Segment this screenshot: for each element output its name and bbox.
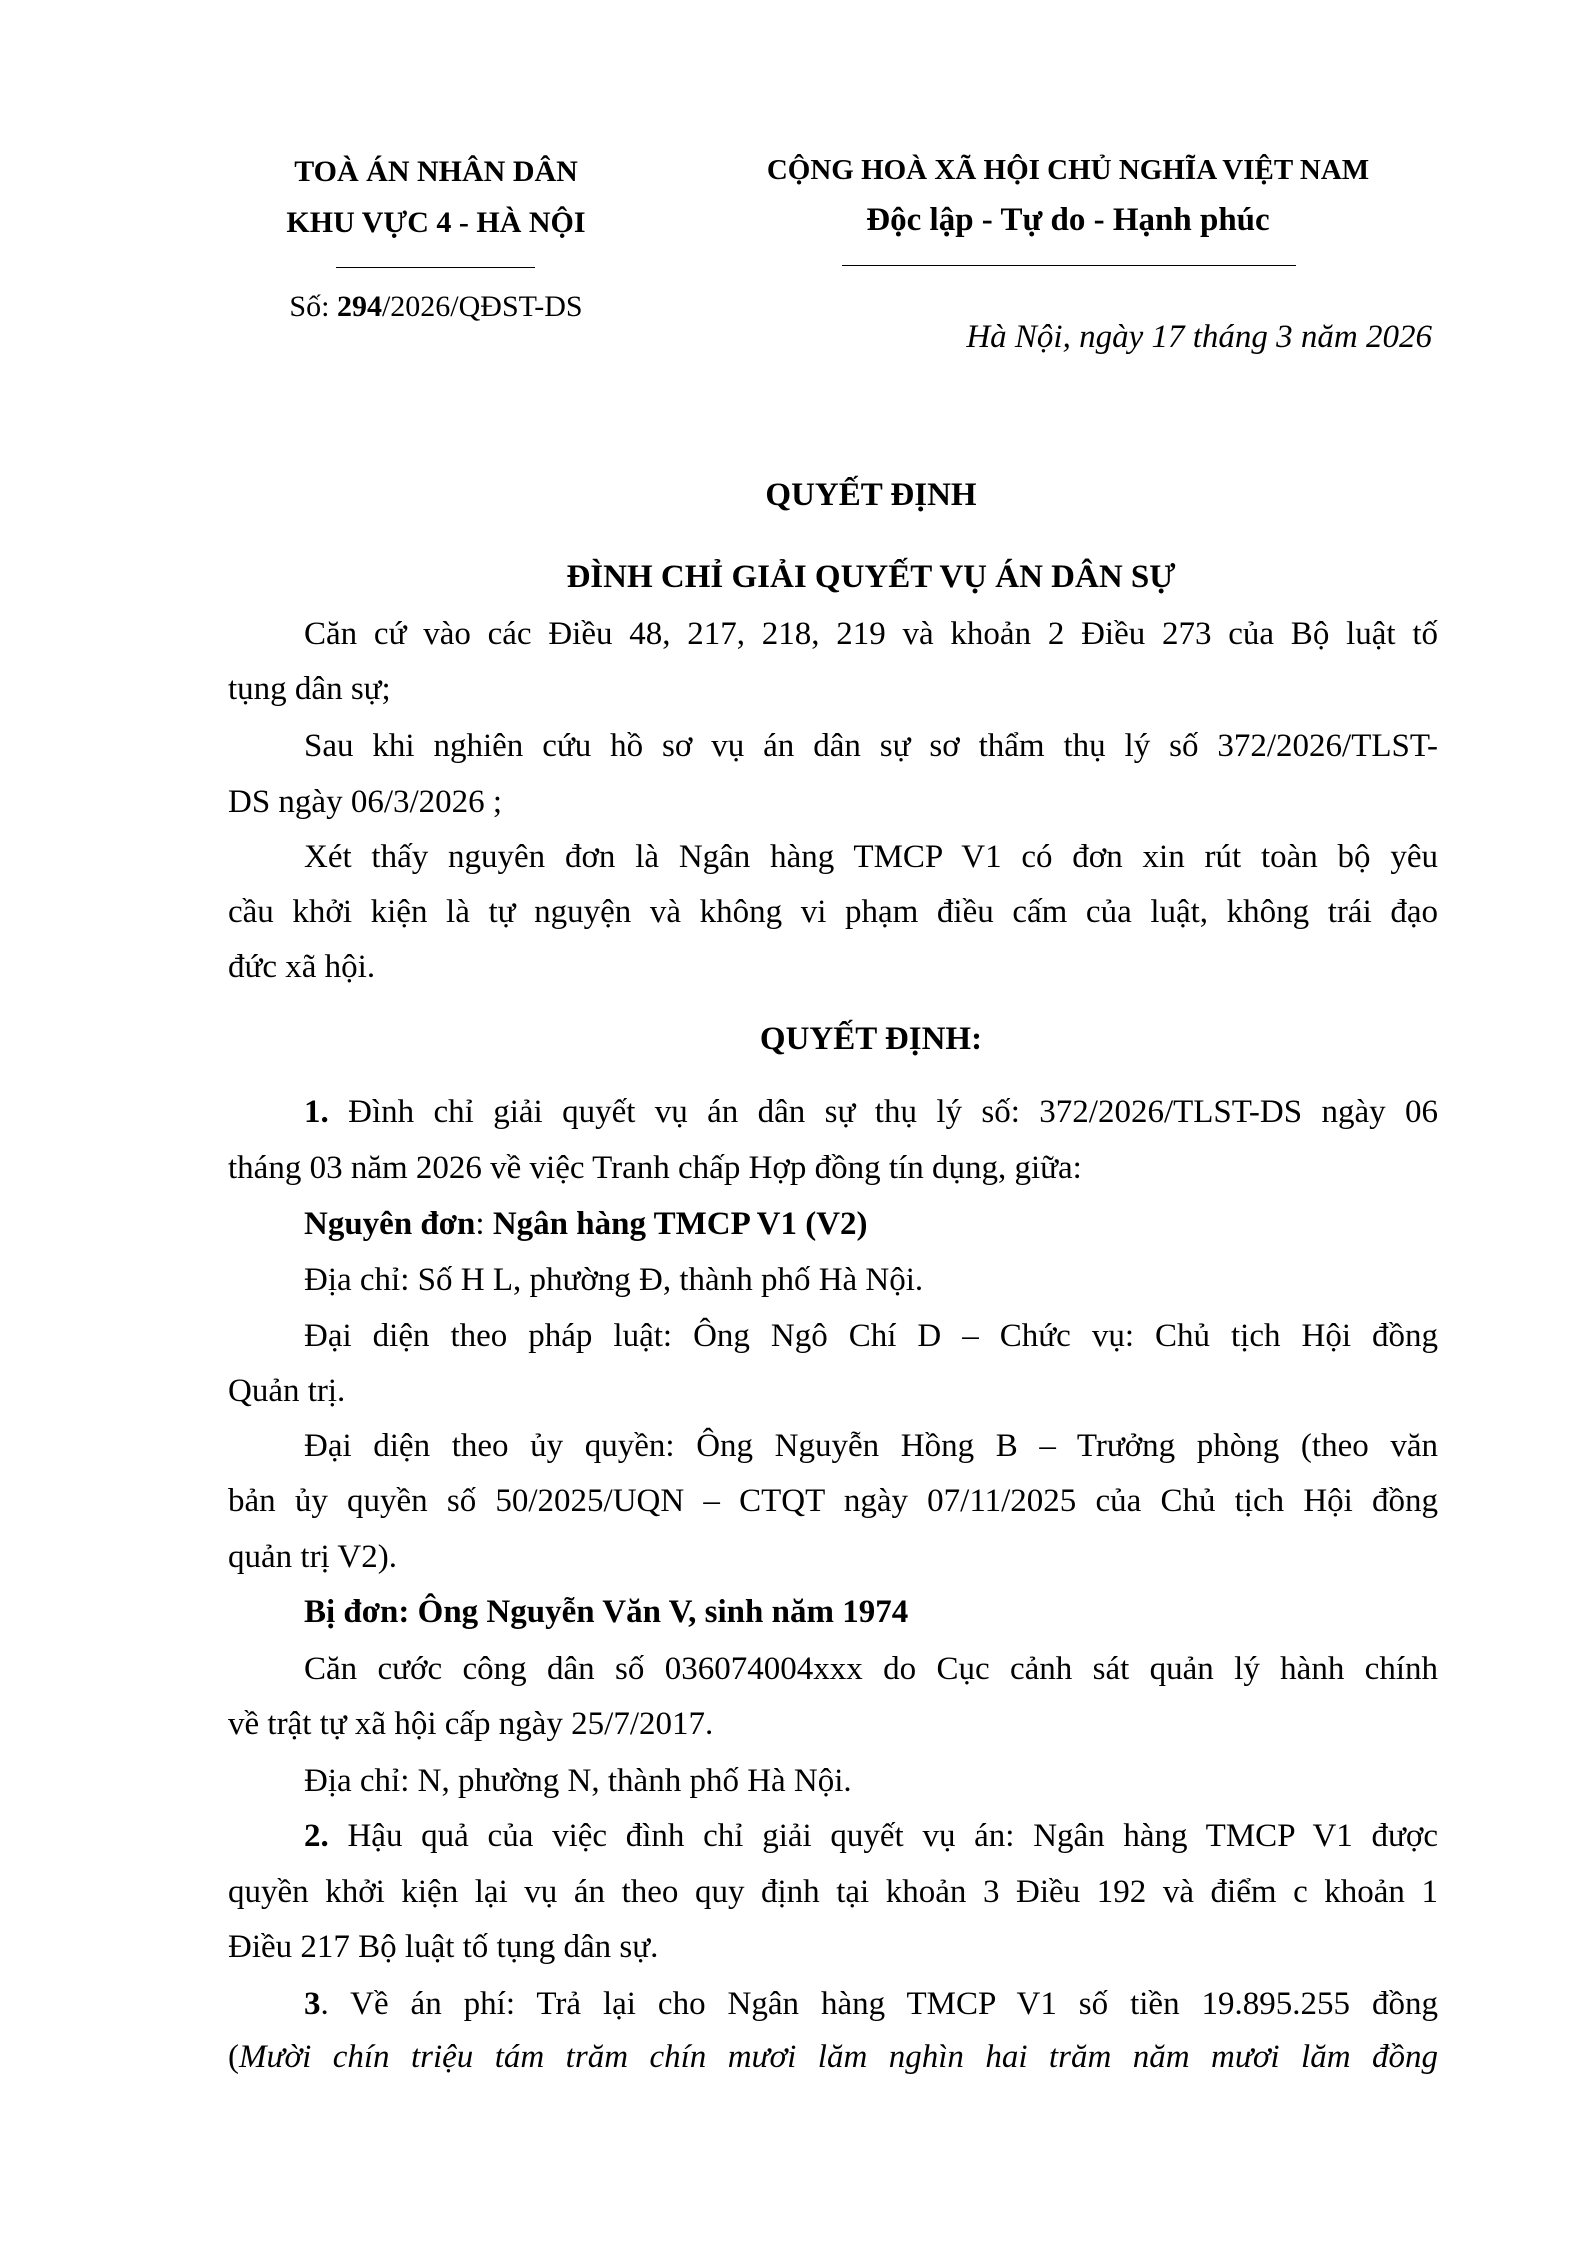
- national-motto: Độc lập - Tự do - Hạnh phúc: [866, 202, 1270, 238]
- item2-line1: [304, 1808, 1438, 1864]
- document-number-value: 294: [336, 290, 382, 323]
- motto-divider: [842, 265, 1296, 266]
- preamble-consideration-line3: đức xã hội.: [228, 949, 376, 985]
- item3-line1: [304, 1976, 1438, 2032]
- item2-line2: quyền khởi kiện lại vụ án theo quy định tại khoản 3 Điều 192 và điểm c khoản 1: [228, 1874, 1438, 1910]
- plaintiff-label: Nguyên đơn: [304, 1206, 476, 1242]
- item1-number: 1.: [304, 1094, 329, 1130]
- authorized-rep-line2: bản ủy quyền số 50/2025/UQN – CTQT ngày 07/11/2025 của Chủ tịch Hội đồng: [228, 1483, 1438, 1519]
- plaintiff-address: Địa chỉ: Số H L, phường Đ, thành phố Hà Nội.: [304, 1262, 924, 1298]
- preamble-case-review-line1: Sau khi nghiên cứu hồ sơ vụ án dân sự sơ thẩm thụ lý số 372/2026/TLST-: [304, 728, 1438, 764]
- preamble-case-review-line2: DS ngày 06/3/2026 ;: [228, 784, 503, 820]
- item1-line2: tháng 03 năm 2026 về việc Tranh chấp Hợp đồng tín dụng, giữa:: [228, 1150, 1082, 1186]
- document-subtitle: ĐÌNH CHỈ GIẢI QUYẾT VỤ ÁN DÂN SỰ: [566, 559, 1176, 595]
- defendant-address: Địa chỉ: N, phường N, thành phố Hà Nội.: [304, 1763, 852, 1799]
- authorized-rep-line1: Đại diện theo ủy quyền: Ông Nguyễn Hồng B – Trưởng phòng (theo văn: [304, 1428, 1438, 1464]
- preamble-legal-basis-line2: tụng dân sự;: [228, 671, 391, 707]
- item3-amount-in-words: Mười chín triệu tám trăm chín mươi lăm nghìn hai trăm năm mươi lăm đồng: [239, 2039, 1438, 2075]
- court-name-line1: TOÀ ÁN NHÂN DÂN: [294, 155, 578, 188]
- item1-text: Đình chỉ giải quyết vụ án dân sự thụ lý số: 372/2026/TLST-DS ngày 06: [328, 1094, 1438, 1130]
- plaintiff-line: [304, 1196, 1438, 1252]
- court-divider: [336, 267, 535, 268]
- item3-line2: [228, 2029, 1438, 2085]
- document-number: [236, 282, 636, 332]
- item1-line1: [304, 1084, 1438, 1140]
- defendant-id-line1: Căn cước công dân số 036074004xxx do Cục cảnh sát quản lý hành chính: [304, 1651, 1438, 1687]
- item3-text: . Về án phí: Trả lại cho Ngân hàng TMCP V1 số tiền 19.895.255 đồng: [320, 1986, 1438, 2022]
- plaintiff-name: Ngân hàng TMCP V1 (V2): [492, 1206, 868, 1242]
- plaintiff-colon: :: [475, 1206, 493, 1242]
- legal-rep-line2: Quản trị.: [228, 1373, 346, 1409]
- item2-number: 2.: [304, 1818, 329, 1854]
- item3-open-paren: (: [228, 2039, 239, 2075]
- preamble-legal-basis-line1: Căn cứ vào các Điều 48, 217, 218, 219 và khoản 2 Điều 273 của Bộ luật tố: [304, 616, 1438, 652]
- item2-text: Hậu quả của việc đình chỉ giải quyết vụ án: Ngân hàng TMCP V1 được: [328, 1818, 1438, 1854]
- document-number-label: Số:: [289, 290, 337, 323]
- decision-heading: QUYẾT ĐỊNH:: [759, 1021, 983, 1057]
- preamble-consideration-line2: cầu khởi kiện là tự nguyện và không vi phạm điều cấm của luật, không trái đạo: [228, 894, 1438, 930]
- document-title: QUYẾT ĐỊNH: [765, 477, 977, 513]
- legal-rep-line1: Đại diện theo pháp luật: Ông Ngô Chí D – Chức vụ: Chủ tịch Hội đồng: [304, 1318, 1438, 1354]
- nation-name: CỘNG HOÀ XÃ HỘI CHỦ NGHĨA VIỆT NAM: [766, 154, 1370, 186]
- document-number-suffix: /2026/QĐST-DS: [381, 290, 583, 323]
- item2-line3: Điều 217 Bộ luật tố tụng dân sự.: [228, 1929, 659, 1965]
- preamble-consideration-line1: Xét thấy nguyên đơn là Ngân hàng TMCP V1 có đơn xin rút toàn bộ yêu: [304, 839, 1438, 875]
- defendant-id-line2: về trật tự xã hội cấp ngày 25/7/2017.: [228, 1706, 714, 1742]
- court-name-line2: KHU VỰC 4 - HÀ NỘI: [286, 206, 586, 239]
- authorized-rep-line3: quản trị V2).: [228, 1539, 397, 1575]
- defendant-line: Bị đơn: Ông Nguyễn Văn V, sinh năm 1974: [304, 1594, 909, 1630]
- item3-number: 3: [304, 1986, 321, 2022]
- place-date: Hà Nội, ngày 17 tháng 3 năm 2026: [966, 319, 1432, 355]
